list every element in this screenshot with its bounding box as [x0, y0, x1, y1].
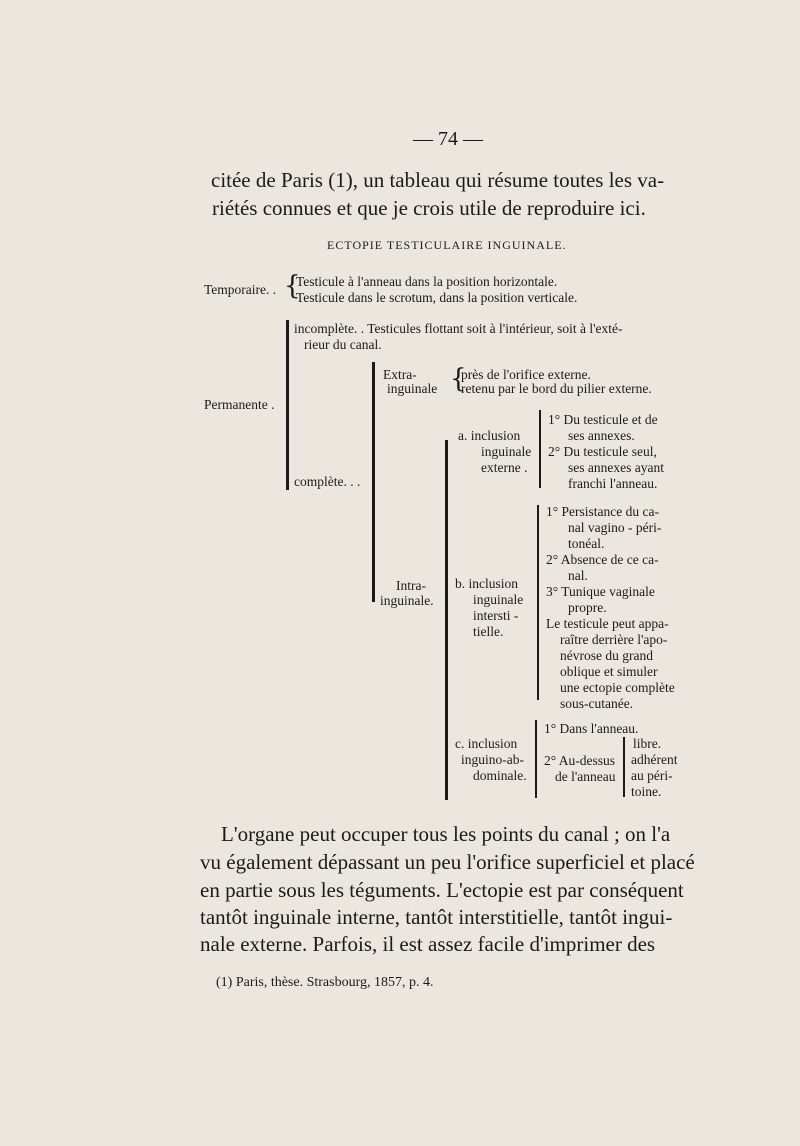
extra-item-1: près de l'orifice externe.	[461, 367, 591, 382]
permanente-brace	[286, 320, 289, 490]
incomplete-line-1: incomplète. . Testicules flottant soit à l'intérieur, soit à l'exté-	[294, 321, 623, 336]
complete-label: complète. . .	[294, 474, 361, 489]
b-option-1c: tonéal.	[568, 536, 605, 551]
a-label-3: externe .	[481, 460, 528, 475]
c-brace	[535, 720, 537, 798]
c-label-3: dominale.	[473, 768, 527, 783]
b-option-4d: oblique et simuler	[560, 664, 658, 679]
b-option-4e: une ectopie complète	[560, 680, 675, 695]
b-option-1a: 1° Persistance du ca-	[546, 504, 659, 519]
intra-label-2: inguinale.	[380, 593, 434, 608]
b-label-1: b. inclusion	[455, 576, 518, 591]
a-brace	[539, 410, 541, 488]
footnote: (1) Paris, thèse. Strasbourg, 1857, p. 4.	[216, 975, 434, 990]
temporaire-label: Temporaire. .	[204, 282, 277, 297]
intro-line-2: riétés connues et que je crois utile de reproduire ici.	[212, 196, 646, 220]
c-label-2: inguino-ab-	[461, 752, 524, 767]
b-option-4c: névrose du grand	[560, 648, 653, 663]
paragraph-line-1: L'organe peut occuper tous les points du canal ; on l'a	[221, 822, 671, 846]
complete-brace	[372, 362, 375, 602]
paragraph-line-2: vu également dépassant un peu l'orifice superficiel et placé	[200, 850, 695, 874]
c-option-2a: 2° Au-dessus	[544, 753, 616, 768]
extra-item-2: retenu par le bord du pilier externe.	[461, 381, 652, 396]
a-option-2a: 2° Du testicule seul,	[548, 444, 657, 459]
b-label-3: intersti -	[473, 608, 519, 623]
extra-label-2: inguinale	[387, 381, 438, 396]
c-option-2b: de l'anneau	[555, 769, 616, 784]
a-option-2c: franchi l'anneau.	[568, 476, 658, 491]
b-option-4f: sous-cutanée.	[560, 696, 634, 711]
paragraph-line-4: tantôt inguinale interne, tantôt interstitielle, tantôt ingui-	[200, 905, 673, 929]
paragraph-line-3: en partie sous les téguments. L'ectopie est par conséquent	[200, 878, 684, 902]
c-sub-brace	[623, 737, 625, 797]
c-option-1: 1° Dans l'anneau.	[544, 721, 639, 736]
c-sub-2: adhérent	[631, 752, 678, 767]
c-label-1: c. inclusion	[455, 736, 518, 751]
c-sub-3: au péri-	[631, 768, 673, 783]
temporaire-item-2: Testicule dans le scrotum, dans la position verticale.	[296, 290, 578, 305]
c-sub-1: libre.	[633, 736, 662, 751]
b-option-3a: 3° Tunique vaginale	[546, 584, 655, 599]
permanente-label: Permanente .	[204, 397, 275, 412]
a-option-1b: ses annexes.	[568, 428, 635, 443]
b-option-1b: nal vagino - péri-	[568, 520, 662, 535]
b-option-3b: propre.	[568, 600, 607, 615]
paragraph-line-5: nale externe. Parfois, il est assez facile d'imprimer des	[200, 932, 656, 956]
b-brace	[537, 505, 539, 700]
a-label-1: a. inclusion	[458, 428, 521, 443]
intro-line-1: citée de Paris (1), un tableau qui résume toutes les va-	[211, 168, 665, 192]
table-title: ECTOPIE TESTICULAIRE INGUINALE.	[327, 238, 567, 252]
extra-label-1: Extra-	[383, 367, 417, 382]
a-label-2: inguinale	[481, 444, 532, 459]
temporaire-brace: {	[284, 271, 301, 301]
c-sub-4: toine.	[631, 784, 662, 799]
temporaire-item-1: Testicule à l'anneau dans la position horizontale.	[296, 274, 558, 289]
extra-brace: {	[450, 364, 467, 394]
incomplete-line-2: rieur du canal.	[304, 337, 382, 352]
b-label-4: tielle.	[473, 624, 504, 639]
page-number: — 74 —	[413, 128, 483, 150]
a-option-1a: 1° Du testicule et de	[548, 412, 658, 427]
b-option-2a: 2° Absence de ce ca-	[546, 552, 659, 567]
b-option-4b: raître derrière l'apo-	[560, 632, 668, 647]
a-option-2b: ses annexes ayant	[568, 460, 664, 475]
b-option-4a: Le testicule peut appa-	[546, 616, 669, 631]
b-label-2: inguinale	[473, 592, 524, 607]
intra-brace	[445, 440, 448, 800]
b-option-2b: nal.	[568, 568, 588, 583]
intra-label-1: Intra-	[396, 578, 426, 593]
